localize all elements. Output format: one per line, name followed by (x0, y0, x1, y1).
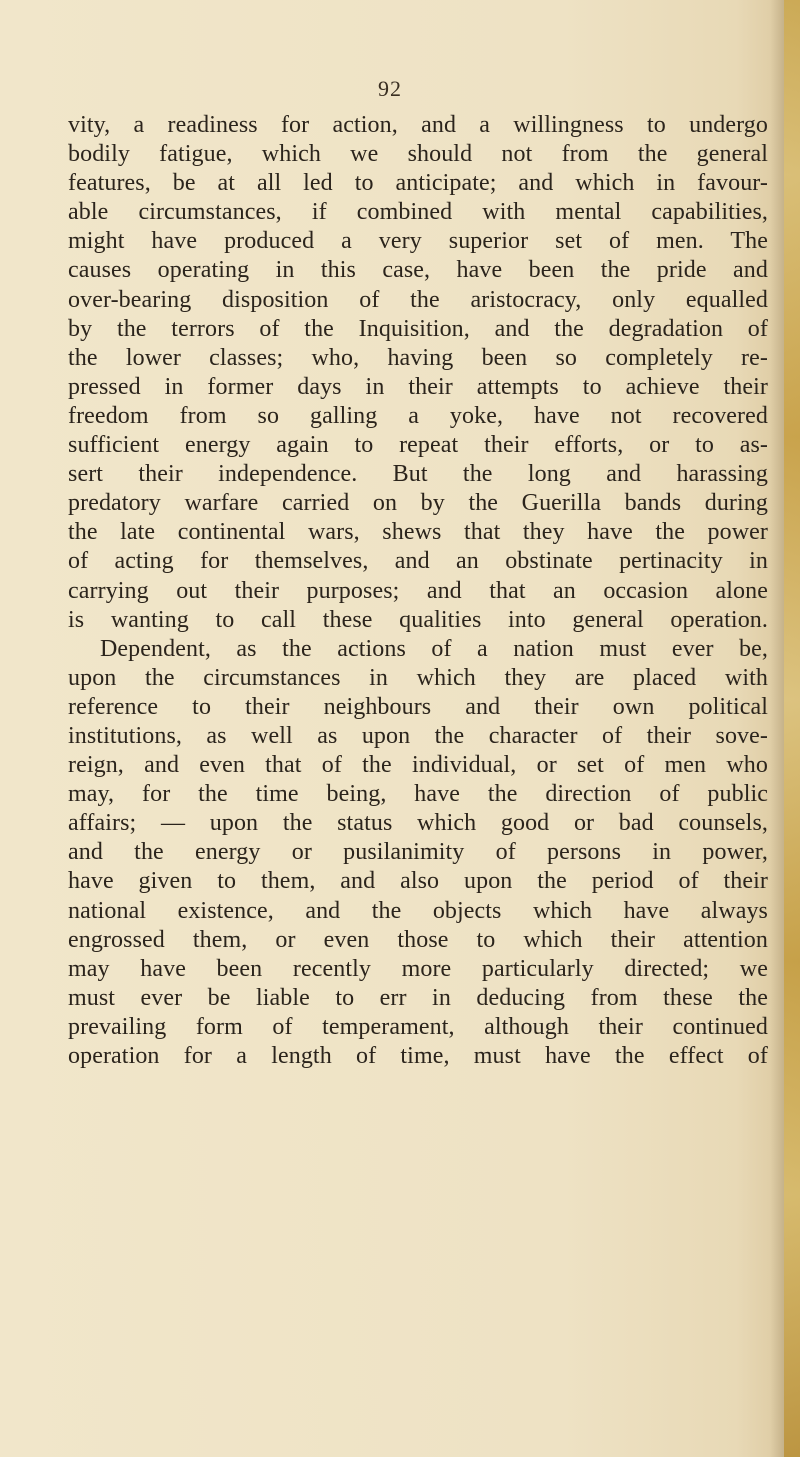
text-line-16: of acting for themselves, and an obstinate pertinacity in (68, 548, 768, 575)
text-line-3: features, be at all led to anticipate; and which in favour- (68, 170, 768, 197)
text-line-33: operation for a length of time, must have the effect of (68, 1043, 768, 1069)
text-line-7: over-bearing disposition of the aristocracy, only equalled (68, 286, 768, 313)
text-line-25: affairs; — upon the status which good or bad counsels, (68, 810, 768, 837)
text-line-2: bodily fatigue, which we should not from the general (68, 141, 768, 168)
text-line-1: vity, a readiness for action, and a willingness to undergo (68, 112, 768, 138)
text-line-8: by the terrors of the Inquisition, and the degradation of (68, 315, 768, 342)
page-edge-strip (784, 0, 800, 1457)
text-line-31: must ever be liable to err in deducing from these the (68, 984, 768, 1011)
text-line-5: might have produced a very superior set of men. The (68, 228, 768, 255)
text-line-24: may, for the time being, have the direction of public (68, 781, 768, 808)
text-line-26: and the energy or pusilanimity of persons in power, (68, 839, 768, 866)
text-line-13: sert their independence. But the long and harassing (68, 461, 768, 488)
text-line-12: sufficient energy again to repeat their efforts, or to as- (68, 432, 768, 459)
text-line-10: pressed in former days in their attempts to achieve their (68, 373, 768, 400)
text-line-14: predatory warfare carried on by the Guerilla bands during (68, 490, 768, 517)
text-line-20: upon the circumstances in which they are placed with (68, 664, 768, 691)
text-line-22: institutions, as well as upon the character of their sove- (68, 722, 768, 749)
text-line-19: Dependent, as the actions of a nation must ever be, (100, 635, 768, 662)
page-number: 92 (378, 76, 402, 101)
text-line-11: freedom from so galling a yoke, have not recovered (68, 402, 768, 429)
text-line-23: reign, and even that of the individual, or set of men who (68, 752, 768, 779)
text-line-28: national existence, and the objects which have always (68, 897, 768, 924)
text-line-29: engrossed them, or even those to which their attention (68, 926, 768, 953)
text-line-32: prevailing form of temperament, although their continued (68, 1013, 768, 1040)
page-edge-shadow (770, 0, 784, 1457)
text-line-27: have given to them, and also upon the period of their (68, 868, 768, 895)
text-line-15: the late continental wars, shews that they have the power (68, 519, 768, 546)
text-line-4: able circumstances, if combined with mental capabilities, (68, 199, 768, 226)
text-line-9: the lower classes; who, having been so completely re- (68, 344, 768, 371)
text-line-6: causes operating in this case, have been the pride and (68, 257, 768, 284)
text-line-21: reference to their neighbours and their own political (68, 693, 768, 720)
text-line-18: is wanting to call these qualities into general operation. (68, 606, 768, 633)
text-line-30: may have been recently more particularly directed; we (68, 955, 768, 982)
text-line-17: carrying out their purposes; and that an occasion alone (68, 577, 768, 604)
body-text (68, 111, 768, 1071)
